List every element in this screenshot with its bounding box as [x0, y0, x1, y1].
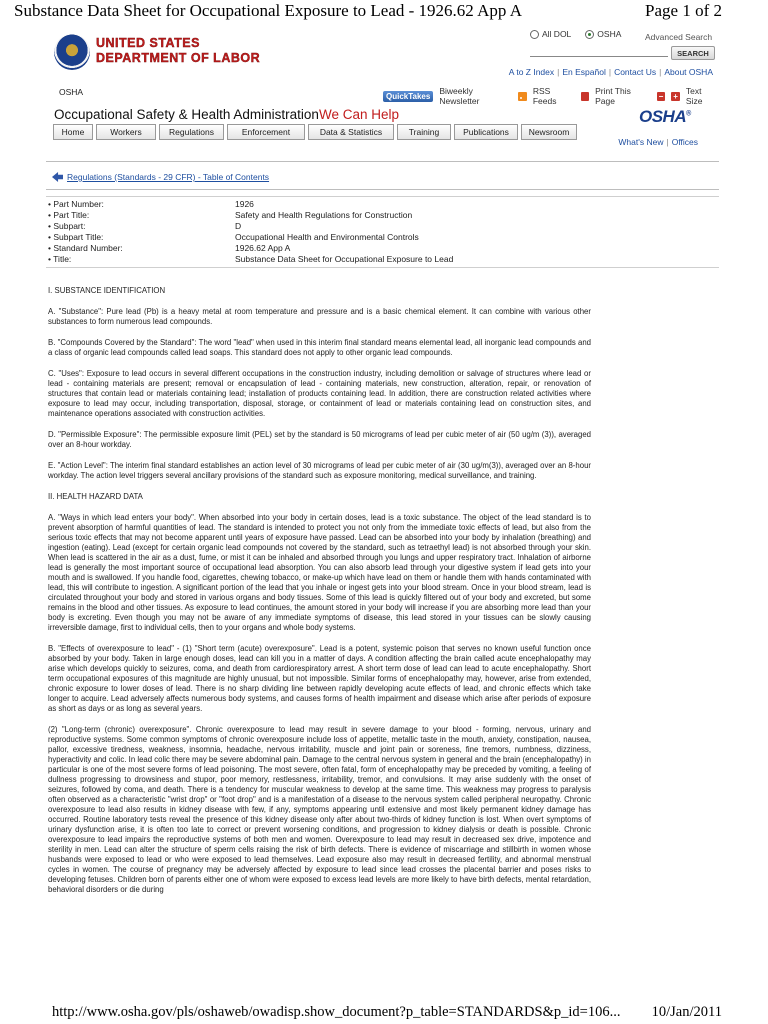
paragraph: A. "Ways in which lead enters your body". When absorbed into your body in certain doses, lead is a toxic substance. The object of the lead standard is to prevent absorption of harmful quantities of lead. The standard is intended to protect you not only from the immediate toxic effects of lead, but also from the serious toxic effects that may not become apparent until years of exposure have passed. Lead can be absorbed into your body by inhalation (breathing) and ingestion (eating). Lead (except for certain organic lead compounds not covered by the standard, such as tetraethyl lead) is not absorbed through your skin. When lead is scattered in the air as a dust, fume, or mist it can be inhaled and absorbed through you lungs and upper respiratory tract. Inhalation of airborne lead is generally the most important source of occupational lead absorption. You can also absorb lead through your digestive system if lead gets into your mouth and is swallowed. If you handle food, cigarettes, chewing tobacco, or make-up which have lead on them or handle them with hands contaminated with lead, this will contribute to ingestion. A significant portion of the lead that you inhale or ingest gets into your blood stream. Once in your blood stream, lead is circulated throughout your body and stored in various organs and body tissues. Some of this lead is quickly filtered out of your body and excreted, but some remains in the blood and other tissues. As exposure to lead continues, the amount stored in your body will increase if you are absorbing more lead than your body is excreting. Even though you may not be aware of any immediate symptoms of disease, this lead stored in your tissues can be slowly causing irreversible damage, first to individual cells, then to your organs and whole body systems.: [48, 513, 591, 632]
meta-row: [46, 254, 719, 265]
a-to-z-index-link[interactable]: A to Z Index: [508, 67, 555, 77]
nav-data-statistics[interactable]: Data & Statistics: [308, 124, 394, 140]
section-heading: II. HEALTH HAZARD DATA: [48, 492, 143, 501]
about-osha-link[interactable]: About OSHA: [664, 67, 713, 77]
meta-label: • Part Number:: [48, 199, 104, 209]
print-date: 10/Jan/2011: [651, 1004, 722, 1020]
advanced-search-link[interactable]: Advanced Search: [645, 32, 713, 42]
text-size-label: Text Size: [685, 86, 703, 106]
paragraph: B. "Effects of overexposure to lead" - (1) "Short term (acute) overexposure". Lead is a potent, systemic poison that serves no known useful function once absorbed by your body. Taken in large enough doses, lead can kill you in a matter of days. A condition affecting the brain called acute encephalopathy may arise which develops quickly to seizures, coma, and death from cardiorespiratory arrest. A short term dose of lead can lead to acute encephalopathy. Short term occupational exposures of this magnitude are highly unusual, but not impossible. Similar forms of encephalopathy may, however, arise from extended, chronic exposure to lower doses of lead. There is no sharp dividing line between rapidly developing acute effects of lead, and chronic effects which take longer to acquire. Lead adversely affects numerous body systems, and causes forms of health impairment and disease which arise after periods of exposure as short as days or as long as several years.: [48, 644, 591, 713]
en-espanol-link[interactable]: En Español: [562, 67, 606, 77]
meta-row: [46, 199, 719, 210]
meta-label: • Subpart Title:: [48, 232, 104, 242]
nav-enforcement[interactable]: Enforcement: [227, 124, 305, 140]
nav-newsroom[interactable]: Newsroom: [521, 124, 577, 140]
breadcrumb: [52, 172, 269, 182]
radio-checked-icon: [585, 30, 594, 39]
meta-label: • Standard Number:: [48, 243, 123, 253]
radio-osha-label: OSHA: [597, 29, 622, 39]
section-heading: I. SUBSTANCE IDENTIFICATION: [48, 286, 166, 295]
back-arrow-icon[interactable]: [52, 172, 63, 182]
osha-page: [46, 26, 719, 1000]
meta-row: [46, 232, 719, 243]
nav-training[interactable]: Training: [397, 124, 451, 140]
print-icon[interactable]: [581, 92, 590, 101]
radio-all-dol-label: All DOL: [542, 29, 572, 39]
osha-logo-text: OSHA: [639, 107, 687, 126]
nav-publications[interactable]: Publications: [454, 124, 518, 140]
dol-logo-line1: UNITED STATES: [96, 36, 200, 50]
main-nav: [53, 124, 593, 143]
divider: [46, 161, 719, 162]
meta-row: [46, 221, 719, 232]
dol-logo[interactable]: [96, 36, 296, 70]
paragraph: A. "Substance": Pure lead (Pb) is a heavy metal at room temperature and pressure and is a basic chemical element. It can combine with various other substances to form numerous lead compounds.: [48, 307, 591, 326]
quicktakes-button[interactable]: QuickTakes: [383, 91, 433, 102]
print-page-link[interactable]: Print This Page: [595, 86, 631, 106]
standard-metadata: [46, 196, 719, 268]
nav-regulations[interactable]: Regulations: [159, 124, 224, 140]
top-links: A to Z Index | En Español | Contact Us | About OSHA: [508, 67, 713, 77]
meta-value: 1926: [235, 199, 254, 209]
paragraph: B. "Compounds Covered by the Standard": The word "lead" when used in this interim final standard means elemental lead, all inorganic lead compounds and a class of organic lead compounds called lead soaps. This standard does not apply to other organic lead compounds.: [48, 338, 591, 357]
meta-value: Safety and Health Regulations for Construction: [235, 210, 413, 220]
print-url: http://www.osha.gov/pls/oshaweb/owadisp.show_document?p_table=STANDARDS&p_id=106...: [52, 1004, 621, 1020]
whats-new-link[interactable]: What's New: [618, 137, 664, 147]
utility-links: [383, 86, 719, 106]
print-footer: [0, 1002, 768, 1024]
meta-value: 1926.62 App A: [235, 243, 291, 253]
search-input[interactable]: [530, 45, 668, 57]
text-size-increase-icon[interactable]: +: [673, 91, 678, 101]
search-button[interactable]: SEARCH: [671, 46, 715, 60]
contact-us-link[interactable]: Contact Us: [614, 67, 657, 77]
document-body: [46, 286, 591, 906]
meta-value: Substance Data Sheet for Occupational Exposure to Lead: [235, 254, 454, 264]
nav-workers[interactable]: Workers: [96, 124, 156, 140]
osha-label: OSHA: [59, 87, 84, 97]
print-title: Substance Data Sheet for Occupational Exposure to Lead - 1926.62 App A: [14, 1, 522, 20]
paragraph: (2) "Long-term (chronic) overexposure". Chronic overexposure to lead may result in severe damage to your blood - forming, nervous, urinary and reproductive systems. Some common symptoms of chronic overexposure include loss of appetite, metallic taste in the mouth, anxiety, constipation, nausea, pallor, excessive tiredness, weakness, insomnia, headache, nervous irritability, muscle and joint pain or soreness, fine tremors, numbness, dizziness, hyperactivity and colic. In lead colic there may be severe abdominal pain. Damage to the central nervous system in general and the brain (encephalopathy) in particular is one of the most severe forms of lead poisoning. The most severe, often fatal, form of encephalopathy may be preceded by vomiting, a feeling of dullness progressing to drowsiness and stupor, poor memory, restlessness, irritability, tremor, and convulsions. It may arise suddenly with the onset of seizures, followed by coma, and death. There is a tendency for muscular weakness to develop at the same time. This weakness may progress to paralysis often observed as a characteristic "wrist drop" or "foot drop" and is a manifestation of a disease to the nervous system called peripheral neuropathy. Chronic overexposure to lead also results in kidney disease with few, if any, symptoms appearing until extensive and most likely permanent kidney damage has occurred. Routine laboratory tests reveal the presence of this kidney disease only after about two-thirds of kidney function is lost. When overt symptoms of urinary dysfunction arise, it is often too late to correct or prevent worsening conditions, and progression to kidney dialysis or death is possible. Chronic overexposure to lead impairs the reproductive systems of both men and women. Overexposure to lead may result in decreased sex drive, impotence and sterility in men. Lead can alter the structure of sperm cells raising the risk of birth defects. There is evidence of miscarriage and stillbirth in women whose husbands were exposed to lead or who were exposed to lead themselves. Lead exposure also may result in decreased fertility, and abnormal menstrual cycles in women. The course of pregnancy may be adversely affected by exposure to lead since lead crosses the placental barrier and poses risks to developing fetuses. Children born of parents either one of whom were exposed to excess lead levels are more likely to have birth defects, mental retardation, behavioral disorders or die during: [48, 725, 591, 894]
dol-logo-line2: DEPARTMENT OF LABOR: [96, 51, 261, 65]
radio-unchecked-icon: [530, 30, 539, 39]
offices-link[interactable]: Offices: [671, 137, 698, 147]
osha-logo[interactable]: [639, 107, 691, 127]
divider: [46, 189, 719, 190]
meta-value: D: [235, 221, 242, 231]
meta-row: [46, 210, 719, 221]
paragraph: D. "Permissible Exposure": The permissible exposure limit (PEL) set by the standard is 50 micrograms of lead per cubic meter of air (50 ug/m (3)), averaged over an 8-hour workday.: [48, 430, 591, 449]
we-can-help-link[interactable]: We Can Help: [319, 107, 400, 122]
search-scope: [530, 29, 621, 39]
osha-logo-mark: ®: [686, 110, 691, 118]
breadcrumb-link[interactable]: Regulations (Standards - 29 CFR) - Table of Contents: [67, 172, 270, 182]
nav-home[interactable]: Home: [53, 124, 93, 140]
meta-value: Occupational Health and Environmental Controls: [235, 232, 419, 242]
rss-feeds-link[interactable]: RSS Feeds: [532, 86, 557, 106]
paragraph: E. "Action Level": The interim final standard establishes an action level of 30 micrograms of lead per cubic meter of air (30 ug/m(3)), averaged over an 8-hour workday. The action level triggers several ancillary provisions of the standard such as exposure monitoring, medical surveillance, and training.: [48, 461, 591, 480]
paragraph: C. "Uses": Exposure to lead occurs in several different occupations in the construction industry, including demolition or salvage of structures where lead or lead - containing materials are present; removal or encapsulation of lead - containing materials, new construction, alteration, repair, or renovation of structures that contain lead or materials containing lead; installation of products containing lead. In addition, there are construction related activities where exposure to lead may occur, including transportation, disposal, storage, or containment of lead or materials containing lead on construction sites, and maintenance operations associated with construction activities.: [48, 369, 591, 418]
dol-seal-icon[interactable]: [54, 34, 90, 70]
radio-osha[interactable]: [585, 29, 621, 39]
meta-label: • Subpart:: [48, 221, 86, 231]
print-header: [0, 0, 768, 22]
meta-label: • Part Title:: [48, 210, 90, 220]
print-page-number: Page 1 of 2: [645, 1, 722, 20]
text-size-decrease-icon[interactable]: −: [658, 91, 664, 101]
whats-new-offices: What's New | Offices: [618, 137, 698, 147]
meta-label: • Title:: [48, 254, 72, 264]
rss-icon[interactable]: [518, 92, 527, 101]
newsletter-link[interactable]: Biweekly Newsletter: [439, 86, 480, 106]
radio-all-dol[interactable]: [530, 29, 571, 39]
agency-title[interactable]: Occupational Safety & Health Administration: [54, 107, 319, 122]
meta-row: [46, 243, 719, 254]
